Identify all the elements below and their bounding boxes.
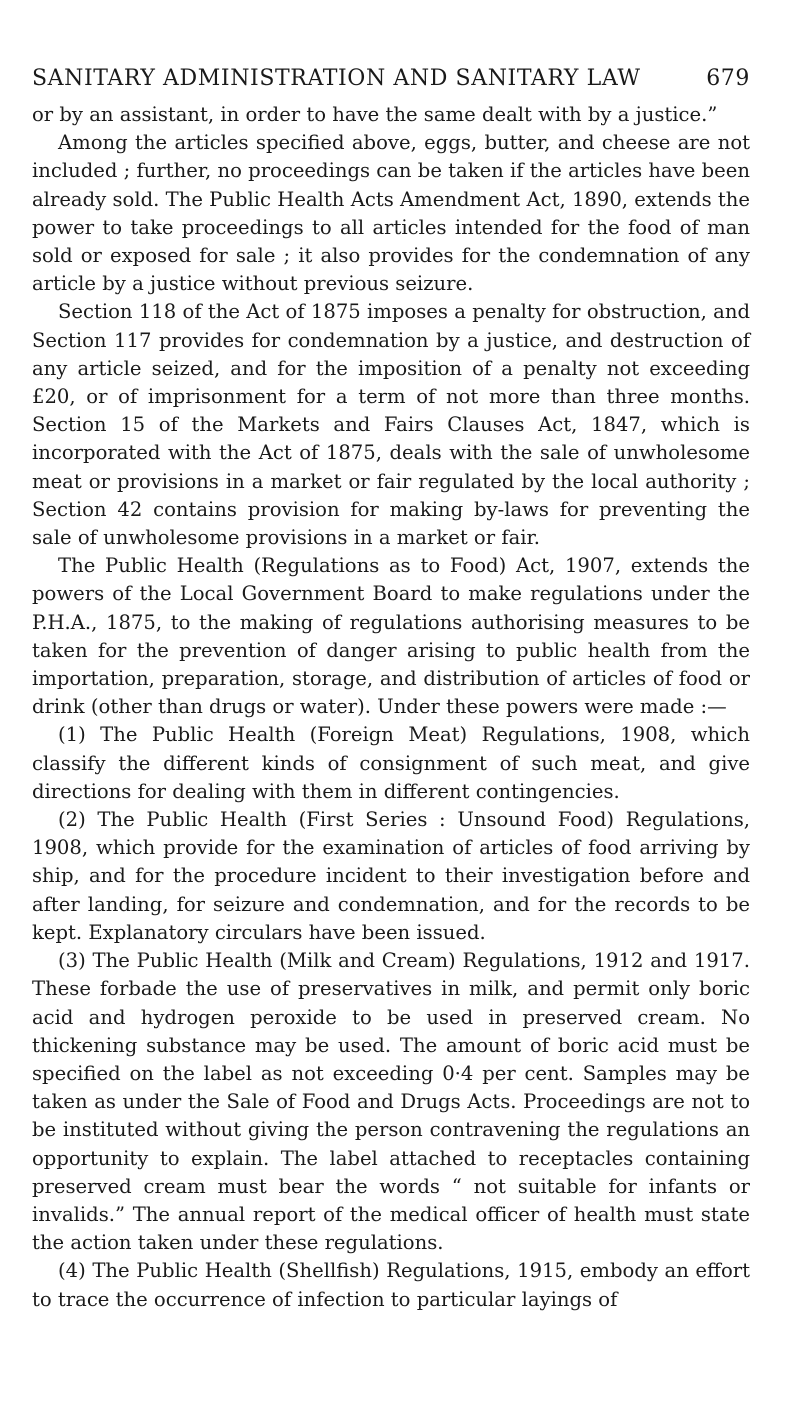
paragraph-continuation: or by an assistant, in order to have the same dealt with by a justice.” <box>32 103 718 126</box>
body-text <box>32 101 750 1314</box>
paragraph-shellfish: (4) The Public Health (Shellfish) Regulations, 1915, embody an effort to trace the occurrence of infection to particular layings of <box>32 1259 750 1311</box>
paragraph-articles-specified: Among the articles specified above, eggs, butter, and cheese are not included ; further, no proceedings can be taken if the articles have been already sold. The Public Health Acts Amendment Act, 1890, extends the power to take proceedings to all articles intended for the food of man sold or exposed for sale ; it also provides for the condemnation of any article by a justice without previous seizure. <box>32 131 750 296</box>
paragraph-section-118: Section 118 of the Act of 1875 imposes a penalty for obstruction, and Section 117 provides for condemnation by a justice, and destruction of any article seized, and for the imposition of a penalty not exceeding £20, or of imprisonment for a term of not more than three months. Section 15 of the Markets and Fairs Clauses Act, 1847, which is incorporated with the Act of 1875, deals with the sale of unwholesome meat or provisions in a market or fair regulated by the local authority ; Section 42 contains provision for making by-laws for preventing the sale of unwholesome provisions in a market or fair. <box>32 300 750 550</box>
paragraph-unsound-food: (2) The Public Health (First Series : Unsound Food) Regulations, 1908, which provide for the examination of articles of food arriving by ship, and for the procedure incident to their investigation before and after landing, for seizure and condemnation, and for the records to be kept. Explanatory circulars have been issued. <box>32 808 750 944</box>
page-number: 679 <box>706 66 750 91</box>
paragraph-food-act-1907: The Public Health (Regulations as to Food) Act, 1907, extends the powers of the Local Government Board to make regulations under the P.H.A., 1875, to the making of regulations authorising measures to be taken for the prevention of danger arising to public health from the importation, preparation, storage, and distribution of articles of food or drink (other than drugs or water). Under these powers were made :— <box>32 554 750 719</box>
running-head <box>32 66 750 91</box>
paragraph-foreign-meat: (1) The Public Health (Foreign Meat) Regulations, 1908, which classify the different kinds of consignment of such meat, and give directions for dealing with them in different contingencies. <box>32 723 750 803</box>
paragraph-milk-cream: (3) The Public Health (Milk and Cream) Regulations, 1912 and 1917. These forbade the use of preservatives in milk, and permit only boric acid and hydrogen peroxide to be used in preserved cream. No thickening substance may be used. The amount of boric acid must be specified on the label as not exceeding 0·4 per cent. Samples may be taken as under the Sale of Food and Drugs Acts. Proceedings are not to be instituted without giving the person contravening the regulations an opportunity to explain. The label attached to receptacles containing preserved cream must bear the words “ not suitable for infants or invalids.” The annual report of the medical officer of health must state the action taken under these regulations. <box>32 949 750 1255</box>
running-title: SANITARY ADMINISTRATION AND SANITARY LAW <box>32 66 641 91</box>
